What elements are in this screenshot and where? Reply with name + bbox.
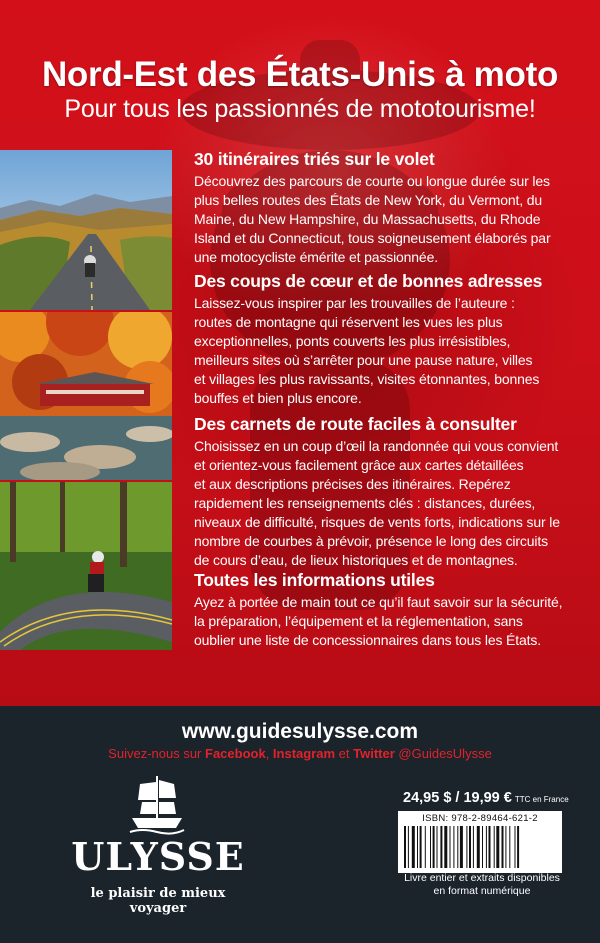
barcode-bar [433,826,435,868]
barcode-bar [453,826,454,868]
social-and: et [335,746,354,761]
barcode-bar [450,826,451,868]
ulysse-logo [68,774,248,916]
feature-title: 30 itinéraires triés sur le volet [194,149,435,169]
cover-subtitle: Pour tous les passionnés de mototourisme! [64,95,536,123]
barcode-bar [408,826,409,868]
text-line: plus belles routes des États de New York, du Vermont, du [194,192,543,208]
text-line: bouffes et bien plus encore. [194,390,362,406]
feature-text [194,172,594,267]
feature-favourites [194,270,594,408]
barcode-bar [509,826,510,868]
barcode-bar [469,826,471,868]
barcode-graphic [404,826,556,868]
text-line: et aux descriptions précises des itinéraires. Repérez [194,476,511,492]
price-note: TTC en France [514,795,569,804]
feature-roadbooks [194,413,594,570]
barcode-bar [494,826,495,868]
barcode-bar [466,826,467,868]
barcode-bar [517,826,519,868]
text-line: une motocycliste émérite et passionnée. [194,249,438,265]
text-line: la préparation, l’équipement et la réglementation, sans [194,613,523,629]
feature-itineraries [194,148,594,267]
text-line: exceptionnelles, ponts couverts les plus irrésistibles, [194,333,511,349]
barcode-bar [482,826,483,868]
photo-covered-bridge [0,312,172,480]
brand-tagline: le plaisir de mieux voyager [90,886,226,916]
back-cover-footer [0,706,600,943]
text-line: nombre de courbes à prévoir, présence le long des circuits [194,533,548,549]
barcode-bar [404,826,406,868]
text-line: Choisissez en un coup d’œil la randonnée qui vous convient [194,438,559,454]
website-link[interactable]: www.guidesulysse.com [181,720,419,743]
text-line: Maine, du New Hampshire, du Massachusetts, du Rhode [194,211,541,227]
ebook-line: Livre entier et extraits disponibles [404,872,560,884]
ebook-note [400,872,564,898]
text-line: de cours d’eau, de lieux historiques et de montagnes. [194,552,518,568]
isbn-number: ISBN: 978-2-89464-621-2 [422,813,538,824]
barcode-bar [420,826,422,868]
photo-strip [0,150,172,650]
barcode-bar [496,826,499,868]
barcode-bar [444,826,447,868]
text-line: Ayez à portée de main tout ce qu’il faut savoir sur la sécurité, [194,594,563,610]
barcode-bar [437,826,438,868]
text-line: et orientez-vous facilement grâce aux cartes détaillées [194,457,524,473]
barcode-bar [489,826,491,868]
feature-title: Des coups de cœur et de bonnes adresses [194,271,543,291]
text-line: Laissez-vous inspirer par les trouvailles de l’auteure : [194,295,515,311]
social-line [0,746,600,761]
social-prefix: Suivez-nous sur [108,746,205,761]
text-line: et villages les plus ravissants, visites étonnantes, bonnes [194,371,540,387]
barcode-bar [417,826,418,868]
photo-forest-road-rider [0,482,172,650]
barcode-bar [412,826,415,868]
isbn-barcode [398,811,562,873]
text-line: Island et du Connecticut, tous soigneusement élaborés par [194,230,551,246]
feature-title: Toutes les informations utiles [194,570,435,590]
brand-name: ULYSSE [71,834,245,879]
text-line: niveaux de difficulté, risques de vents forts, indications sur le [194,514,560,530]
barcode-bar [477,826,480,868]
text-line: rapidement les renseignements clés : distances, durées, [194,495,536,511]
text-line: routes de montagne qui réservent les vues les plus [194,314,503,330]
barcode-bar [457,826,458,868]
barcode-bar [486,826,487,868]
price [403,790,569,806]
barcode-bar [440,826,442,868]
text-line: oublier une liste de concessionnaires dans tous les États. [194,632,541,648]
feature-text [194,437,594,570]
facebook-link[interactable]: Facebook [205,746,266,761]
instagram-link[interactable]: Instagram [272,746,336,761]
barcode-bar [473,826,474,868]
photo-mountain-road [0,150,172,310]
barcode-bar [460,826,463,868]
ebook-line: en format numérique [433,885,531,897]
social-separator: , [265,746,273,761]
feature-title: Des carnets de route faciles à consulter [194,414,517,434]
barcode-bar [425,826,426,868]
barcode-bar [505,826,506,868]
text-line: meilleurs sites où s’arrêter pour une pause nature, villes [194,352,533,368]
barcode-bar [515,826,516,868]
social-handle: @GuidesUlysse [394,746,492,761]
barcode-bar [502,826,504,868]
price-value: 24,95 $ / 19,99 € [403,790,512,806]
twitter-link[interactable]: Twitter [353,746,395,761]
feature-text [194,593,594,650]
barcode-bar [430,826,431,868]
cover-title: Nord-Est des États-Unis à moto [41,55,559,94]
feature-useful-info [194,569,594,650]
text-line: Découvrez des parcours de courte ou longue durée sur les [194,173,550,189]
feature-text [194,294,594,408]
sailing-ship-icon [126,774,188,836]
